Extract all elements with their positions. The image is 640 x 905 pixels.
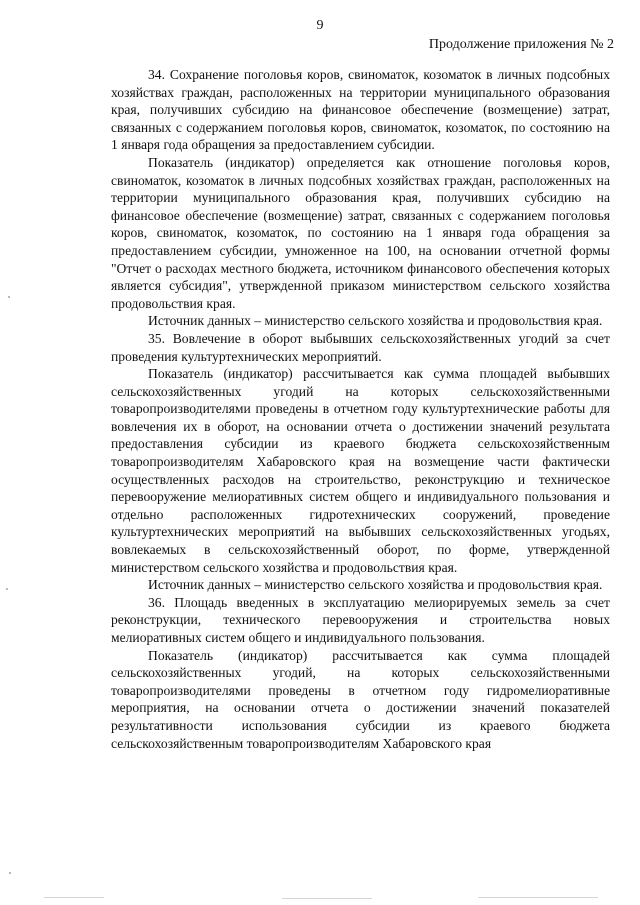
- scan-bottom-mark: [44, 897, 104, 898]
- paragraph-indicator-35: Показатель (индикатор) рассчитывается как сумма площадей выбывших сельскохозяйственных угодий на которых сельскохозяйственными товаропроизводителями проведены в отчетном году культуртехнические работы для вовлечения их в оборот, на основании отчета о достижении значений результата предоставления субсидии из краевого бюджета сельскохозяйственным товаропроизводителям Хабаровского края на возмещение части фактически осуществленных расходов на строительство, реконструкцию и техническое перевооружение мелиоративных систем общего и индивидуального пользования и отдельно расположенных гидротехнических сооружений, проведение культуртехнических мероприятий на выбывших сельскохозяйственных угодьях, вовлекаемых в сельскохозяйственный оборот, по форме, утвержденной министерством сельского хозяйства и продовольствия края.: [111, 366, 610, 575]
- document-body: [111, 66, 610, 752]
- scan-margin-dot: [6, 588, 8, 590]
- paragraph-source-34: Источник данных – министерство сельского хозяйства и продовольствия края.: [148, 313, 603, 329]
- paragraph-indicator-36: Показатель (индикатор) рассчитывается как сумма площадей сельскохозяйственных угодий, на которых сельскохозяйственными товаропроизводителями проведены в отчетном году гидромелиоративные мероприятия, на основании отчета о достижении значений показателей результативности использования субсидии из краевого бюджета сельскохозяйственным товаропроизводителям Хабаровского края: [111, 647, 610, 751]
- paragraph-item-36: 36. Площадь введенных в эксплуатацию мелиорируемых земель за счет реконструкции, технического перевооружения и строительства новых мелиоративных систем общего и индивидуального пользования.: [111, 594, 610, 645]
- paragraph-indicator-34: Показатель (индикатор) определяется как отношение поголовья коров, свиноматок, козоматок в личных подсобных хозяйствах граждан, расположенных на территории муниципального образования края, получивших субсидию на финансовое обеспечение (возмещение) затрат, связанных с содержанием поголовья коров, свиноматок, козоматок, по состоянию на 1 января года обращения за предоставлением субсидии, умноженное на 100, на основании отчетной формы "Отчет о расходах местного бюджета, источником финансового обеспечения которых является субсидия", утвержденной приказом министерством сельского хозяйства продовольствия края.: [111, 154, 610, 311]
- scan-bottom-mark: [282, 898, 372, 899]
- scan-margin-dot: [8, 296, 10, 298]
- page-number: 9: [316, 18, 324, 33]
- scan-bottom-mark: [478, 897, 598, 898]
- appendix-continuation-note: Продолжение приложения № 2: [428, 37, 614, 52]
- scan-margin-dot: [9, 872, 11, 874]
- paragraph-source-35: Источник данных – министерство сельского хозяйства и продовольствия края.: [148, 577, 603, 593]
- paragraph-item-35: 35. Вовлечение в оборот выбывших сельскохозяйственных угодий за счет проведения культуртехнических мероприятий.: [111, 330, 610, 364]
- paragraph-item-34: 34. Сохранение поголовья коров, свиноматок, козоматок в личных подсобных хозяйствах граждан, расположенных на территории муниципального образования края, получивших субсидию на финансовое обеспечение (возмещение) затрат, связанных с содержанием поголовья коров, свиноматок, козоматок, по состоянию на 1 января года обращения за предоставлением субсидии.: [111, 67, 610, 153]
